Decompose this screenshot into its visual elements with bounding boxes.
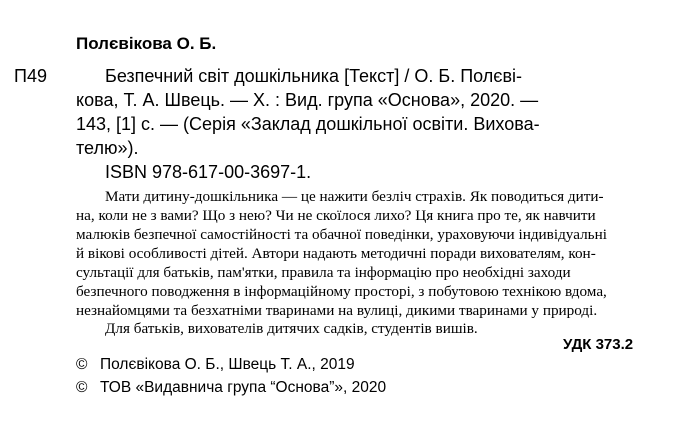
abstract-line: незнайомцями та безхатніми тваринами на вулиці, дикими тваринами у природі. bbox=[76, 302, 598, 319]
copyright-line bbox=[76, 379, 386, 397]
abstract-line: й вікові особливості дітей. Автори надають методичні поради вихователям, кон- bbox=[76, 245, 596, 262]
isbn: ISBN 978-617-00-3697-1. bbox=[105, 162, 312, 182]
bibliographic-line: Безпечний світ дошкільника [Текст] / О. Б. Полєві- bbox=[105, 66, 522, 86]
copyright-symbol: © bbox=[76, 356, 88, 373]
abstract-line: малюків безпечної самостійності та обачної поведінки, ураховуючи індивідуальні bbox=[76, 226, 607, 243]
abstract-line: безпечного поводження в інформаційному просторі, з побутовою технікою вдома, bbox=[76, 283, 607, 300]
udk-code: УДК 373.2 bbox=[563, 336, 634, 353]
bibliographic-line: 143, [1] с. — (Серія «Заклад дошкільної освіти. Вихова- bbox=[76, 114, 540, 134]
copyright-text: ТОВ «Видавнича група “Основа”», 2020 bbox=[100, 379, 387, 396]
abstract-line: сультації для батьків, пам'ятки, правила та інформацію про необхідні заходи bbox=[76, 264, 571, 281]
audience-line: Для батьків, вихователів дитячих садків, студентів вишів. bbox=[105, 320, 478, 337]
author-heading: Полєвікова О. Б. bbox=[76, 34, 217, 53]
abstract-line: Мати дитину-дошкільника — це нажити безліч страхів. Як поводиться дити- bbox=[105, 188, 604, 205]
copyright-symbol: © bbox=[76, 379, 88, 396]
bibliographic-line: телю»). bbox=[76, 138, 139, 158]
shelf-mark: П49 bbox=[14, 66, 47, 86]
abstract-line: на, коли не з вами? Що з нею? Чи не скоїлося лихо? Ця книга про те, як навчити bbox=[76, 207, 596, 224]
copyright-line bbox=[76, 356, 355, 374]
bibliographic-line: кова, Т. А. Швець. — Х. : Вид. група «Основа», 2020. — bbox=[76, 90, 539, 110]
copyright-text: Полєвікова О. Б., Швець Т. А., 2019 bbox=[100, 356, 355, 373]
